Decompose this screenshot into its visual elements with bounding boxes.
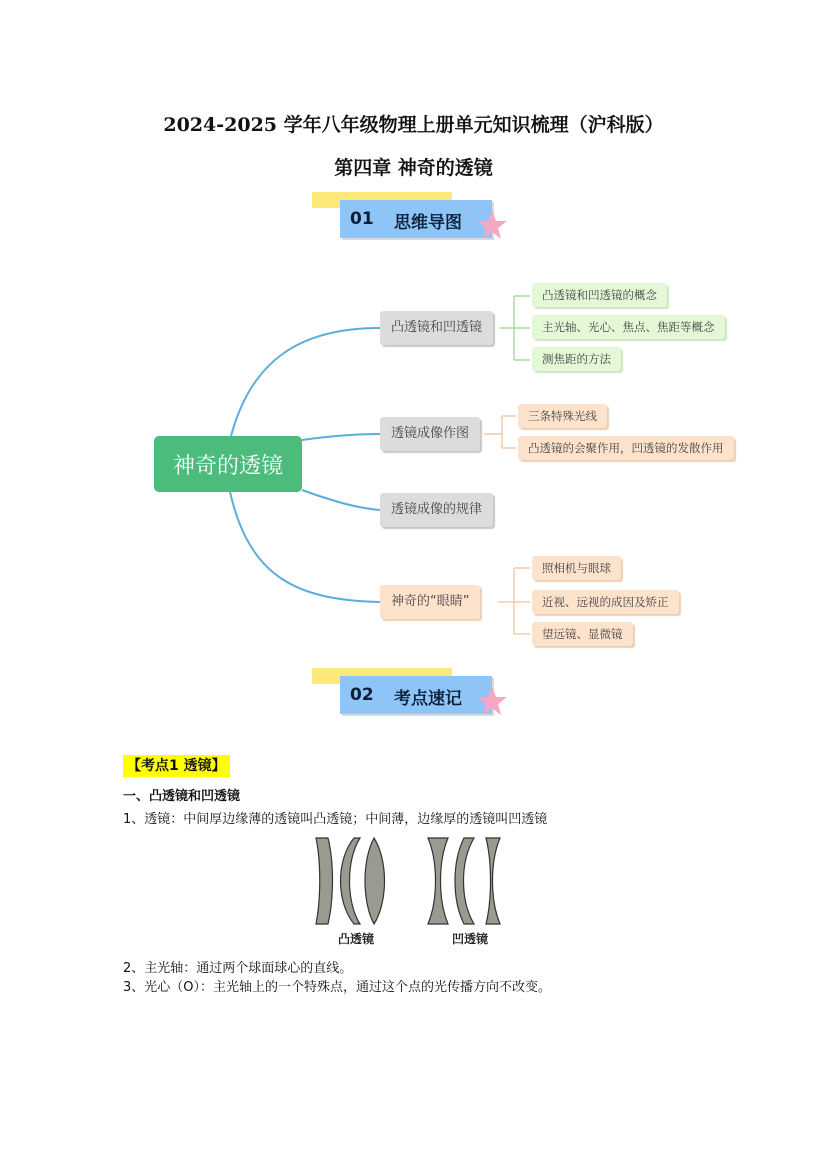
mindmap-leaf-myopia: 近视、远视的成因及矫正 (532, 590, 679, 614)
caption-convex: 凸透镜 (338, 932, 375, 946)
lens-diagram (310, 832, 510, 934)
banner-kaodian (312, 668, 512, 728)
mindmap-leaf-converge: 凸透镜的会聚作用，凹透镜的发散作用 (518, 436, 734, 460)
definition-lens: 1、透镜：中间厚边缘薄的透镜叫凸透镜；中间薄，边缘厚的透镜叫凹透镜 (123, 812, 548, 827)
mindmap-leaf-axis: 主光轴、光心、焦点、焦距等概念 (532, 315, 725, 339)
mindmap-leaf-rays: 三条特殊光线 (518, 404, 607, 428)
chapter-title: 第四章 神奇的透镜 (334, 157, 493, 179)
banner-number: 02 (350, 685, 374, 705)
mindmap-branch-rules: 透镜成像的规律 (380, 493, 493, 527)
mindmap-branch-eye: 神奇的“眼睛” (380, 585, 480, 619)
banner-label: 考点速记 (394, 689, 462, 709)
banner-number: 01 (350, 209, 374, 229)
star-icon (476, 686, 508, 716)
mindmap-leaf-concept: 凸透镜和凹透镜的概念 (532, 283, 667, 307)
kaodian-label: 【考点1 透镜】 (123, 755, 230, 777)
mindmap-leaf-camera: 照相机与眼球 (532, 556, 621, 580)
section-heading: 一、凸透镜和凹透镜 (123, 789, 241, 804)
mindmap-branch-lenses: 凸透镜和凹透镜 (380, 311, 493, 345)
mindmap-leaf-focal: 测焦距的方法 (532, 347, 621, 371)
definition-axis: 2、主光轴：通过两个球面球心的直线。 (123, 961, 353, 976)
mindmap-leaf-telescope: 望远镜、显微镜 (532, 622, 633, 646)
mindmap-root: 神奇的透镜 (154, 436, 302, 492)
document-title: 2024-2025 学年八年级物理上册单元知识梳理（沪科版） (163, 114, 664, 136)
mindmap-branch-imaging: 透镜成像作图 (380, 417, 480, 451)
definition-optical-center: 3、光心（O）：主光轴上的一个特殊点，通过这个点的光传播方向不改变。 (123, 980, 552, 995)
caption-concave: 凹透镜 (452, 932, 489, 946)
banner-label: 思维导图 (394, 213, 462, 233)
